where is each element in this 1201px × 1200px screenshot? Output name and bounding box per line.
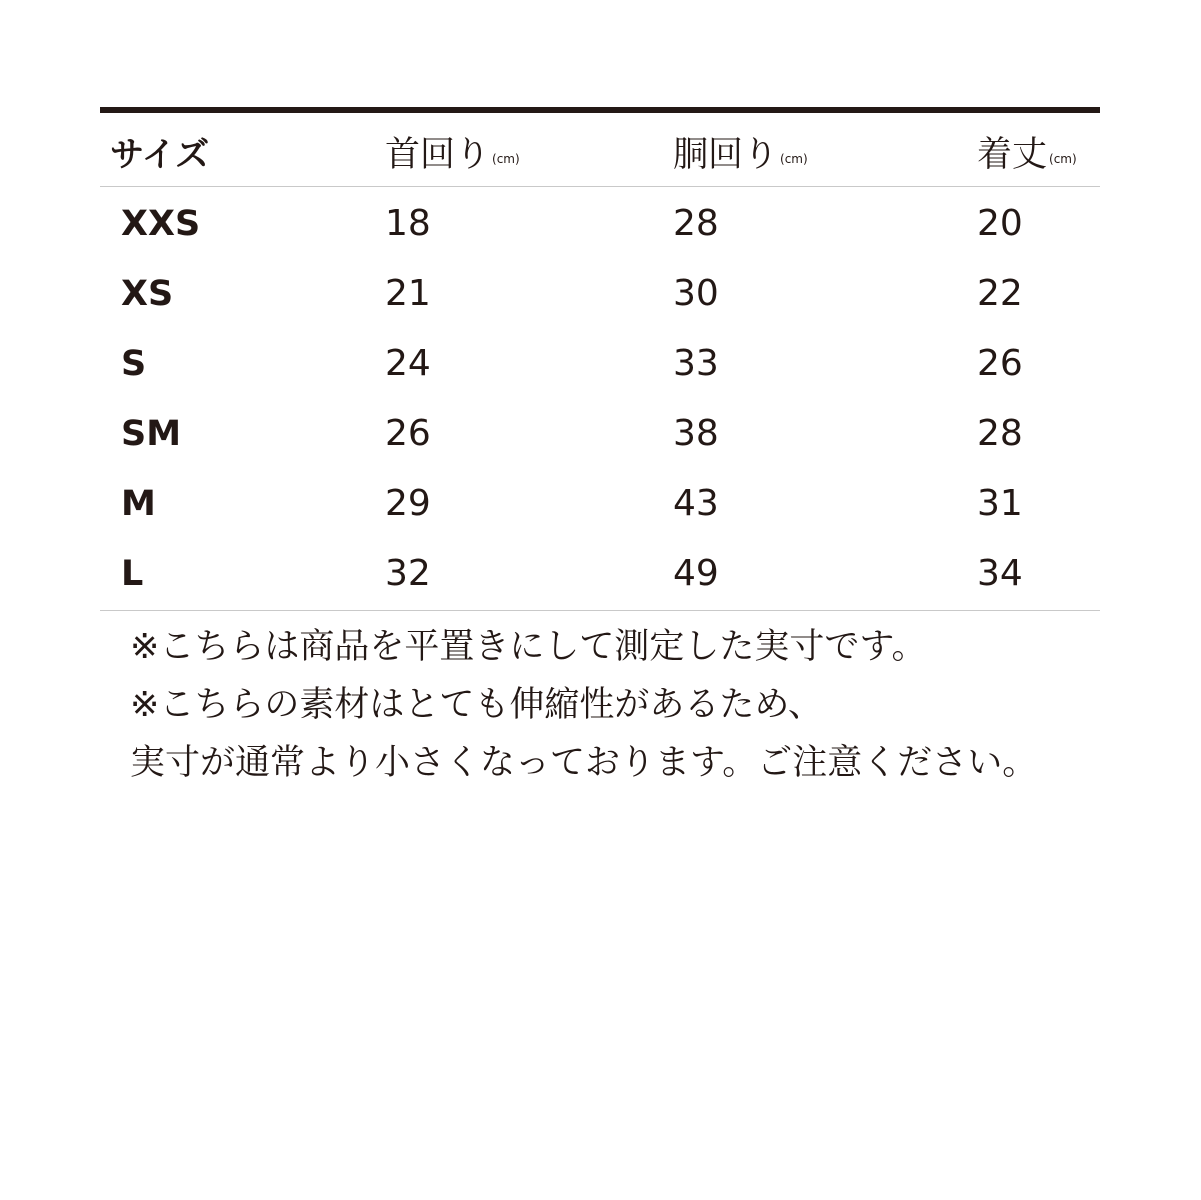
- table-row: [100, 537, 1100, 607]
- header-length: [977, 135, 1077, 179]
- waist-cell: 33: [673, 343, 719, 384]
- size-cell: XS: [121, 274, 174, 314]
- table-row: [100, 467, 1100, 537]
- neck-cell: 18: [385, 203, 431, 244]
- length-cell: 22: [977, 273, 1023, 314]
- waist-cell: 30: [673, 273, 719, 314]
- size-table: [100, 107, 1100, 611]
- table-header-row: [100, 113, 1100, 187]
- note-line: ※こちらは商品を平置きにして測定した実寸です。: [130, 627, 927, 667]
- length-cell: 26: [977, 343, 1023, 384]
- size-cell: L: [121, 554, 144, 594]
- neck-cell: 32: [385, 553, 431, 594]
- length-cell: 34: [977, 553, 1023, 594]
- table-row: [100, 397, 1100, 467]
- size-cell: SM: [121, 414, 182, 454]
- neck-cell: 29: [385, 483, 431, 524]
- header-length-unit: (cm): [1049, 152, 1077, 166]
- table-row: [100, 187, 1100, 257]
- waist-cell: 43: [673, 483, 719, 524]
- header-neck: [385, 135, 520, 179]
- waist-cell: 49: [673, 553, 719, 594]
- notes: [130, 618, 1130, 792]
- size-cell: M: [121, 484, 156, 524]
- waist-cell: 38: [673, 413, 719, 454]
- note-line: 実寸が通常より小さくなっております。ご注意ください。: [130, 743, 1038, 783]
- table-row: [100, 257, 1100, 327]
- size-cell: XXS: [121, 204, 201, 244]
- header-waist-label: 胴回り: [673, 135, 779, 175]
- header-neck-label: 首回り: [385, 135, 491, 175]
- length-cell: 31: [977, 483, 1023, 524]
- table-body: [100, 187, 1100, 611]
- length-cell: 28: [977, 413, 1023, 454]
- neck-cell: 26: [385, 413, 431, 454]
- size-cell: S: [121, 344, 147, 384]
- header-length-label: 着丈: [977, 135, 1048, 175]
- table-row: [100, 327, 1100, 397]
- header-waist: [673, 135, 808, 179]
- header-waist-unit: (cm): [780, 152, 808, 166]
- waist-cell: 28: [673, 203, 719, 244]
- header-neck-unit: (cm): [492, 152, 520, 166]
- neck-cell: 24: [385, 343, 431, 384]
- length-cell: 20: [977, 203, 1023, 244]
- neck-cell: 21: [385, 273, 431, 314]
- header-size: サイズ: [110, 135, 210, 175]
- note-line: ※こちらの素材はとても伸縮性があるため、: [130, 685, 823, 725]
